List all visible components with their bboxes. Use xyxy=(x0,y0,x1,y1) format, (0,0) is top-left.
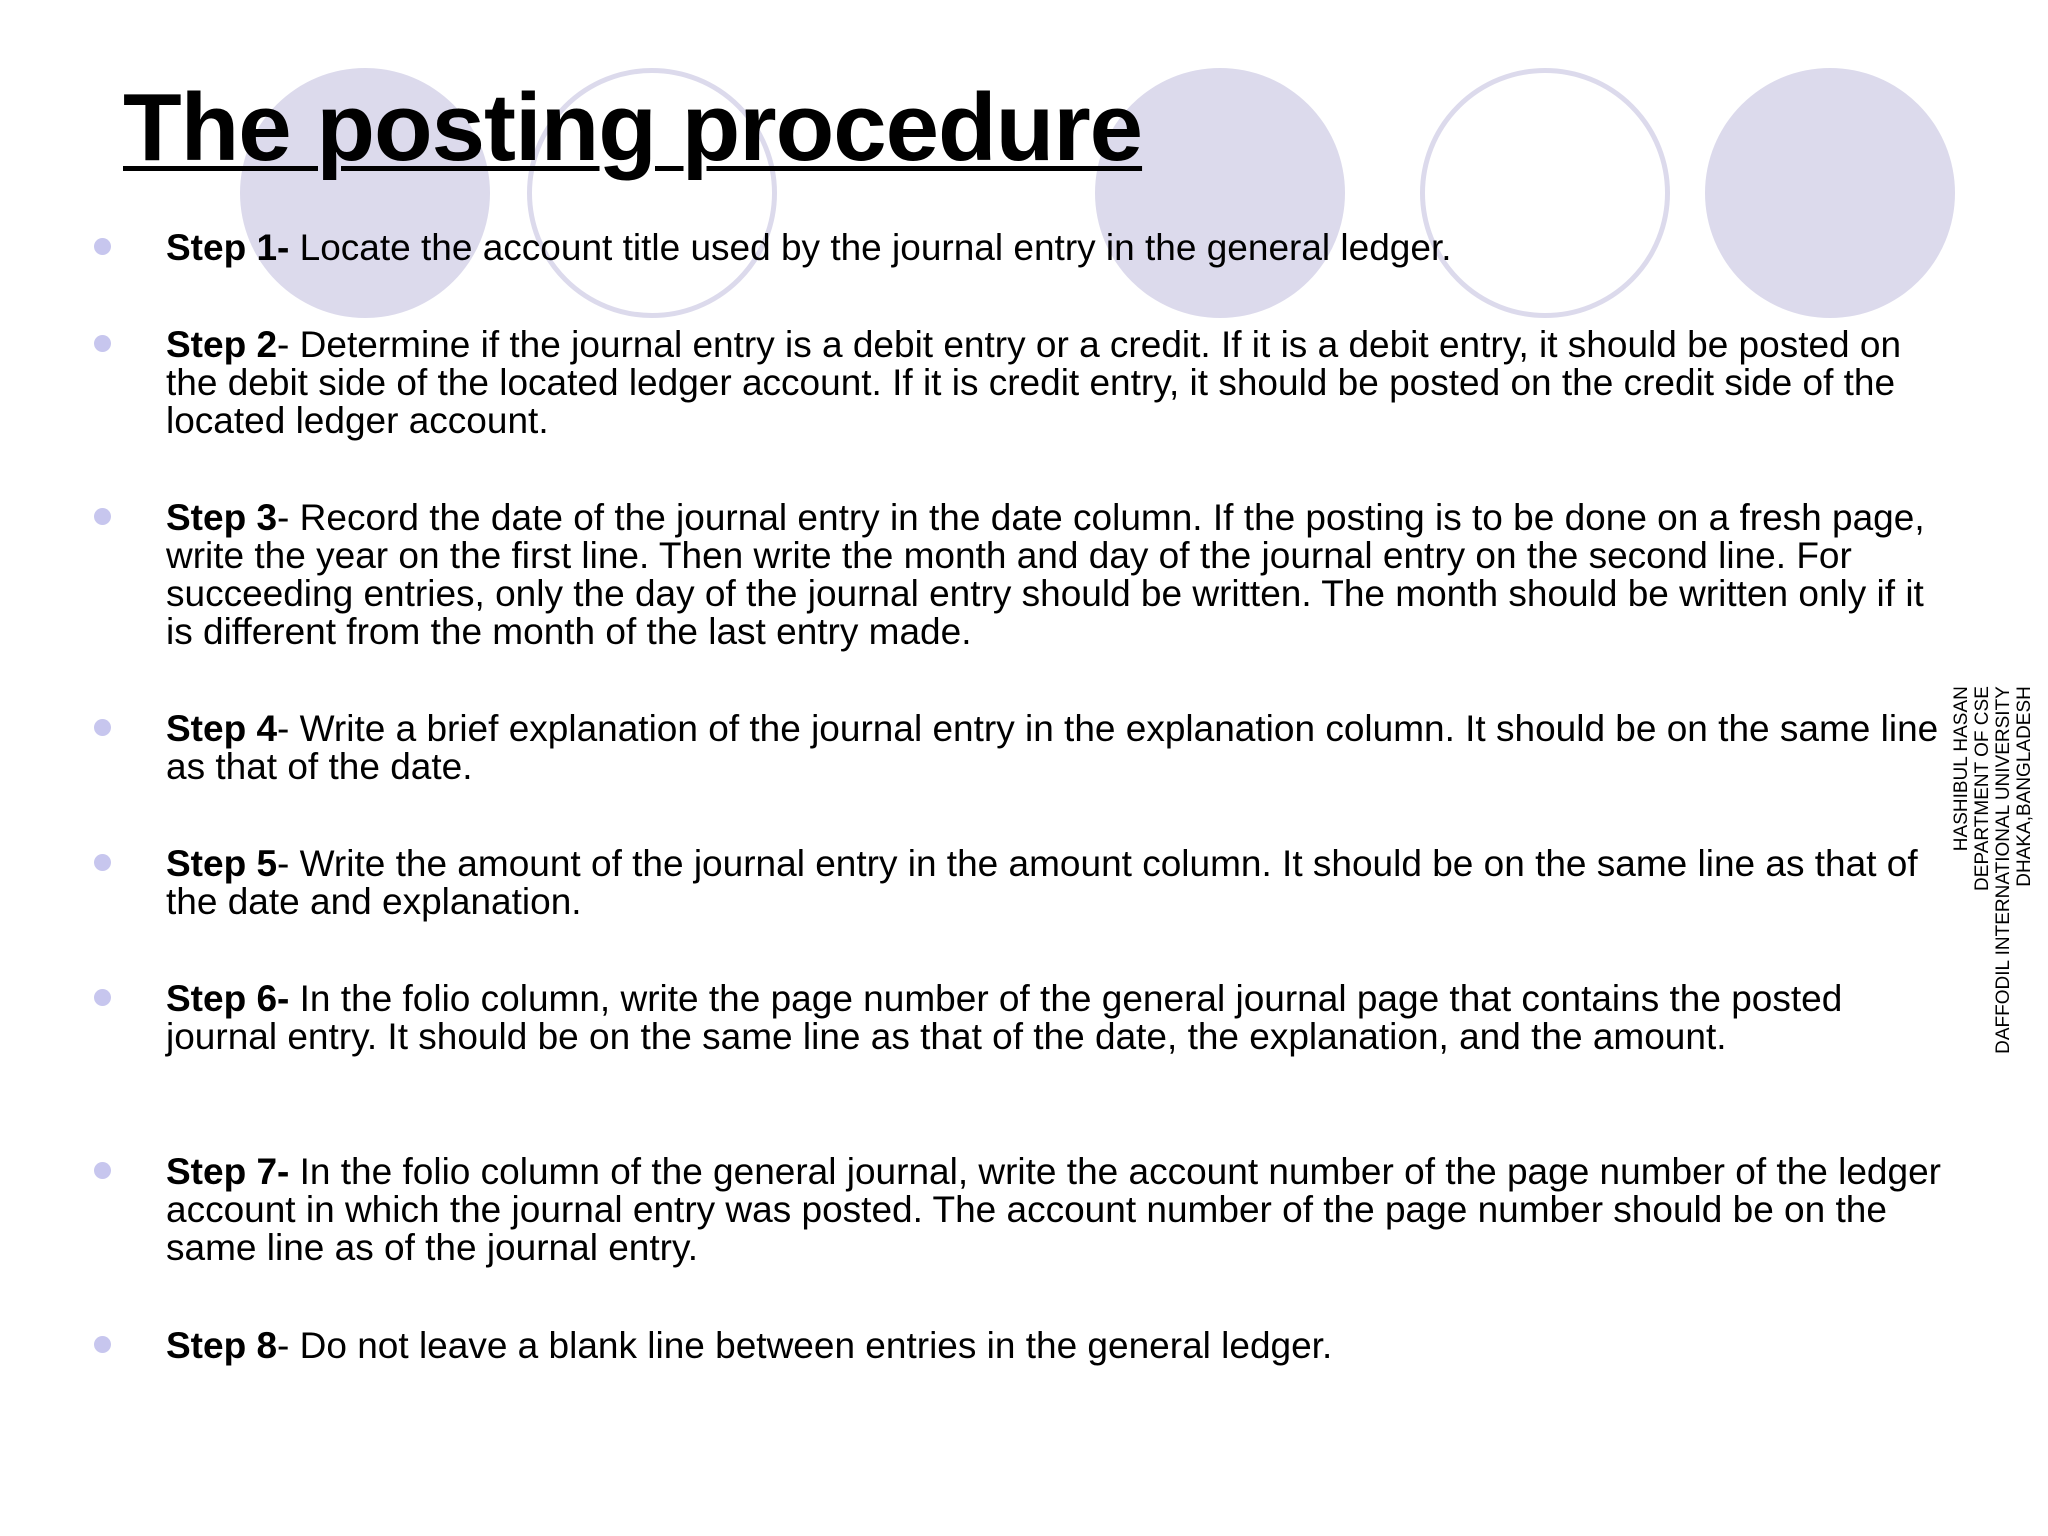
step-item xyxy=(166,980,1956,1056)
slide-title: The posting procedure xyxy=(123,74,1143,181)
step-text: - Write the amount of the journal entry in the amount column. It should be on the same line as that of the date and explanation. xyxy=(166,843,1918,922)
step-label: Step 3 xyxy=(166,497,278,538)
step-label: Step 1- xyxy=(166,227,290,268)
step-text: - Do not leave a blank line between entries in the general ledger. xyxy=(277,1325,1333,1366)
step-item xyxy=(166,1327,1956,1365)
bullet-icon xyxy=(94,1336,111,1353)
step-label: Step 7- xyxy=(166,1151,290,1192)
step-item xyxy=(166,845,1956,921)
step-label: Step 5 xyxy=(166,843,278,884)
step-text: - Write a brief explanation of the journal entry in the explanation column. It should be on the same line as that of the date. xyxy=(166,708,1939,787)
bullet-icon xyxy=(94,508,111,525)
step-label: Step 6- xyxy=(166,978,290,1019)
step-label: Step 4 xyxy=(166,708,278,749)
credit-location: DHAKA,BANGLADESH xyxy=(2014,686,2035,887)
decorative-circle-filled xyxy=(1705,68,1955,318)
credit-university: DAFFODIL INTERNATIONAL UNIVERSITY xyxy=(1993,686,2014,1054)
bullet-icon xyxy=(94,335,111,352)
step-text: Locate the account title used by the journal entry in the general ledger. xyxy=(289,227,1452,268)
bullet-icon xyxy=(94,238,111,255)
decorative-circle-ring xyxy=(1420,68,1670,318)
step-text: - Record the date of the journal entry in the date column. If the posting is to be done on a fresh page, write the year on the first line. Then write the month and day of the journal entry on the second line. For succeeding entries, only the day of the journal entry should be written. The month should be written only if it is different from the month of the last entry made. xyxy=(166,497,1925,652)
bullet-icon xyxy=(94,854,111,871)
credit-name: HASHIBUL HASAN xyxy=(1951,686,1972,852)
bullet-icon xyxy=(94,719,111,736)
step-label: Step 2 xyxy=(166,324,278,365)
step-label: Step 8 xyxy=(166,1325,278,1366)
step-text: - Determine if the journal entry is a debit entry or a credit. If it is a debit entry, it should be posted on the debit side of the located ledger account. If it is credit entry, it should be posted on the credit side of the located ledger account. xyxy=(166,324,1902,441)
credit-department: DEPARTMENT OF CSE xyxy=(1972,686,1993,891)
step-item xyxy=(166,710,1956,786)
author-credit-text xyxy=(1951,686,2035,1054)
bullet-icon xyxy=(94,989,111,1006)
step-item xyxy=(166,1153,1956,1267)
step-text: In the folio column of the general journal, write the account number of the page number of the ledger account in which the journal entry was posted. The account number of the page number should be on the same line as of the journal entry. xyxy=(166,1151,1941,1268)
step-text: In the folio column, write the page number of the general journal page that contains the posted journal entry. It should be on the same line as that of the date, the explanation, and the amount. xyxy=(166,978,1843,1057)
step-item xyxy=(166,229,1956,267)
step-item xyxy=(166,326,1956,440)
step-item xyxy=(166,499,1956,651)
bullet-icon xyxy=(94,1162,111,1179)
